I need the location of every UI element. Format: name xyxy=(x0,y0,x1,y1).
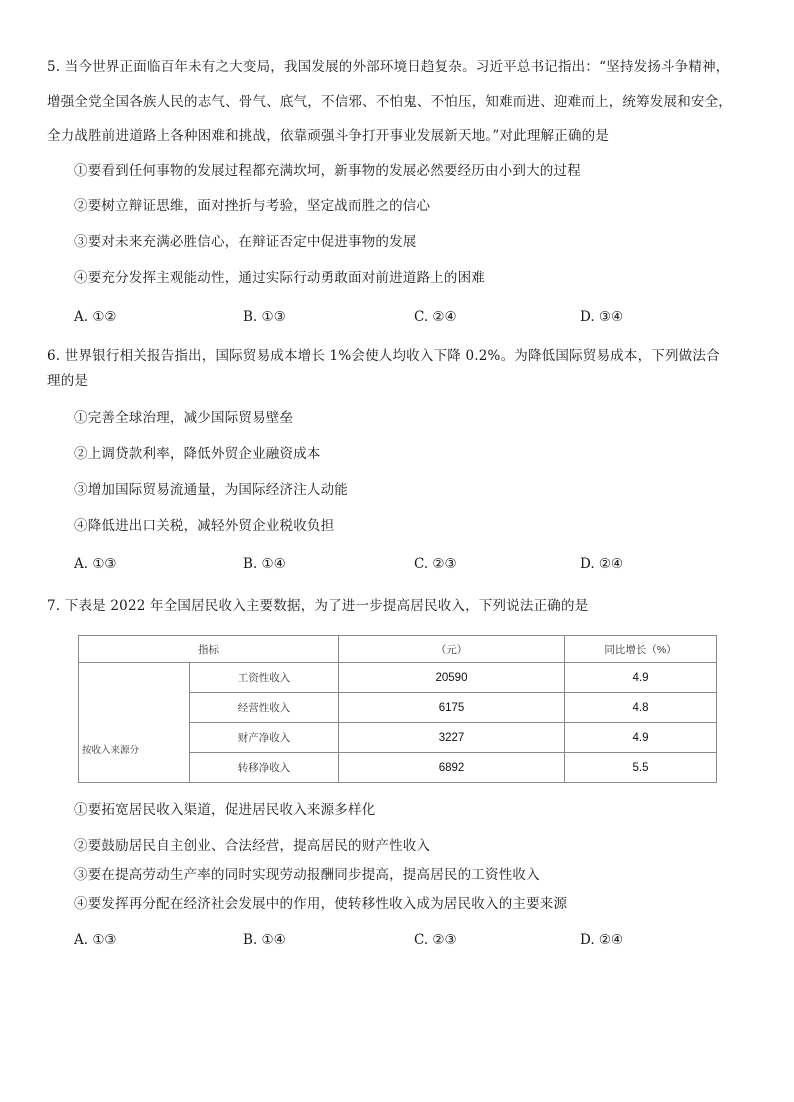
row-value: 6175 xyxy=(339,693,565,723)
income-data-table xyxy=(78,635,717,783)
row-growth: 4.9 xyxy=(565,663,717,693)
q5-stem-line-2: 增强全党全国各族人民的志气、骨气、底气，不信邪、不怕鬼、不怕压，知难而进、迎难而上，统筹发展和安全， xyxy=(47,94,732,110)
row-label: 工资性收入 xyxy=(190,663,339,693)
q5-choice-a: A. ①② xyxy=(74,309,117,325)
table-row xyxy=(79,663,717,693)
q7-item-2: ②要鼓励居民自主创业、合法经营，提高居民的财产性收入 xyxy=(74,838,431,854)
q6-choice-b: B. ①④ xyxy=(243,556,286,572)
row-label: 财产净收入 xyxy=(190,723,339,753)
row-label: 经营性收入 xyxy=(190,693,339,723)
header-unit-yuan: （元） xyxy=(339,636,565,663)
row-value: 3227 xyxy=(339,723,565,753)
q7-item-1: ①要拓宽居民收入渠道，促进居民收入来源多样化 xyxy=(74,802,376,818)
q5-choice-c: C. ②④ xyxy=(414,309,457,325)
q5-stem-line-3: 全力战胜前进道路上各种困难和挑战，依靠顽强斗争打开事业发展新天地。”对此理解正确的是 xyxy=(47,128,610,144)
header-indicator: 指标 xyxy=(79,636,339,663)
q5-item-3: ③要对未来充满必胜信心，在辩证否定中促进事物的发展 xyxy=(74,234,417,250)
q5-item-2: ②要树立辩证思维，面对挫折与考验，坚定战而胜之的信心 xyxy=(74,198,431,214)
header-growth: 同比增长（%） xyxy=(565,636,717,663)
row-growth: 5.5 xyxy=(565,753,717,783)
q6-item-4: ④降低进出口关税，减轻外贸企业税收负担 xyxy=(74,518,335,534)
q6-stem-line-1: 6. 世界银行相关报告指出，国际贸易成本增长 1%会使人均收入下降 0.2%。为降低国际贸易成本，下列做法合 xyxy=(47,348,720,364)
q5-item-1: ①要看到任何事物的发展过程都充满坎坷，新事物的发展必然要经历由小到大的过程 xyxy=(74,163,581,179)
row-growth: 4.9 xyxy=(565,723,717,753)
q6-choice-c: C. ②③ xyxy=(414,556,457,572)
q7-item-4: ④要发挥再分配在经济社会发展中的作用，使转移性收入成为居民收入的主要来源 xyxy=(74,896,568,912)
q5-choice-d: D. ③④ xyxy=(580,309,624,325)
q6-item-3: ③增加国际贸易流通量，为国际经济注人动能 xyxy=(74,482,348,498)
table-header-row xyxy=(79,636,717,663)
q5-item-4: ④要充分发挥主观能动性，通过实际行动勇敢面对前进道路上的困难 xyxy=(74,270,485,286)
q6-item-2: ②上调贷款利率，降低外贸企业融资成本 xyxy=(74,446,321,462)
q5-stem-line-1: 5. 当今世界正面临百年未有之大变局，我国发展的外部环境日趋复杂。习近平总书记指出：“坚持发扬斗争精神， xyxy=(47,59,730,75)
q7-choice-d: D. ②④ xyxy=(580,932,624,948)
q7-stem: 7. 下表是 2022 年全国居民收入主要数据，为了进一步提高居民收入，下列说法正确的是 xyxy=(47,598,589,614)
row-growth: 4.8 xyxy=(565,693,717,723)
q6-item-1: ①完善全球治理，减少国际贸易壁垒 xyxy=(74,410,294,426)
q5-choice-b: B. ①③ xyxy=(243,309,286,325)
q7-choice-c: C. ②③ xyxy=(414,932,457,948)
q6-stem-line-2: 理的是 xyxy=(47,373,89,389)
row-value: 20590 xyxy=(339,663,565,693)
q6-choice-a: A. ①③ xyxy=(74,556,117,572)
row-value: 6892 xyxy=(339,753,565,783)
q6-choice-d: D. ②④ xyxy=(580,556,624,572)
row-label: 转移净收入 xyxy=(190,753,339,783)
group-label: 按收入来源分 xyxy=(79,663,190,783)
q7-choice-b: B. ①④ xyxy=(243,932,286,948)
q7-choice-a: A. ①③ xyxy=(74,932,117,948)
q7-item-3: ③要在提高劳动生产率的同时实现劳动报酬同步提高，提高居民的工资性收入 xyxy=(74,867,540,883)
